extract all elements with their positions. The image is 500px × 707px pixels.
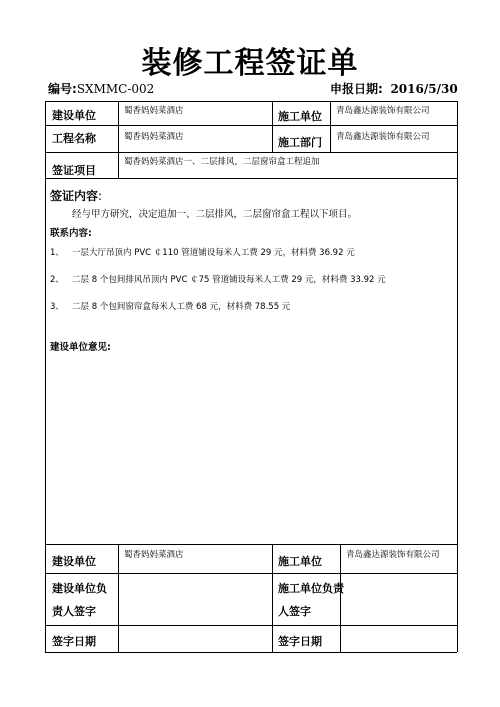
list-item: 3、 二层 8 个包间窗帘盒每米人工费 68 元，材料费 78.55 元 [50, 302, 291, 312]
list-item: 1、 一层大厅吊顶内 PVC ￠110 管道铺设每米人工费 29 元，材料费 36.92 元 [50, 248, 355, 258]
sign-date-right-field[interactable] [341, 626, 456, 651]
contractor-label: 施工单位 [278, 110, 322, 123]
sign-date-left-field[interactable] [119, 626, 271, 651]
contractor-resp-signature-field[interactable] [341, 574, 456, 624]
contractor-resp-sign-line2: 人签字 [278, 605, 311, 618]
list-item: 2、 二层 8 个包间排风吊顶内 PVC ￠75 管道铺设每米人工费 29 元，材料费 33.92 元 [50, 275, 386, 285]
dept-value: 青岛鑫达源装饰有限公司 [336, 132, 430, 142]
footer-build-unit-value: 蜀香妈妈菜酒店 [124, 550, 184, 560]
report-date [330, 80, 458, 97]
sign-date-left-label: 签字日期 [52, 635, 96, 648]
project-name-value: 蜀香妈妈菜酒店 [124, 132, 184, 142]
footer-contractor-value: 青岛鑫达源装饰有限公司 [346, 550, 440, 560]
number-label: 编号: [48, 82, 77, 96]
dept-label: 施工部门 [278, 136, 322, 149]
item-value: 蜀香妈妈菜酒店一、二层排风，二层窗帘盒工程追加 [124, 157, 320, 167]
opinion-label: 建设单位意见: [50, 342, 111, 353]
contractor-value: 青岛鑫达源装饰有限公司 [336, 106, 430, 116]
project-name-label: 工程名称 [52, 132, 96, 145]
footer-contractor-label: 施工单位 [278, 555, 322, 568]
document-title: 装修工程签证单 [141, 46, 359, 81]
content-intro: 经与甲方研究，决定追加一、二层排风，二层窗帘盒工程以下项目。 [72, 209, 358, 220]
build-resp-signature-field[interactable] [119, 574, 271, 624]
date-label: 申报日期: [330, 82, 383, 96]
build-unit-value: 蜀香妈妈菜酒店 [124, 106, 184, 116]
footer-build-unit-label: 建设单位 [52, 555, 96, 568]
contractor-resp-sign-line1: 施工单位负责 [278, 582, 344, 595]
number-value: SXMMC-002 [76, 82, 155, 96]
content-heading: 签证内容: [50, 189, 103, 203]
build-resp-sign-line1: 建设单位负 [52, 582, 107, 595]
build-unit-label: 建设单位 [52, 109, 96, 122]
item-label: 签证项目 [52, 164, 96, 177]
contact-label: 联系内容: [50, 228, 92, 239]
build-resp-sign-line2: 责人签字 [52, 605, 96, 618]
date-value: 2016/5/30 [390, 82, 458, 96]
document-number [48, 80, 154, 97]
sign-date-right-label: 签字日期 [278, 635, 322, 648]
